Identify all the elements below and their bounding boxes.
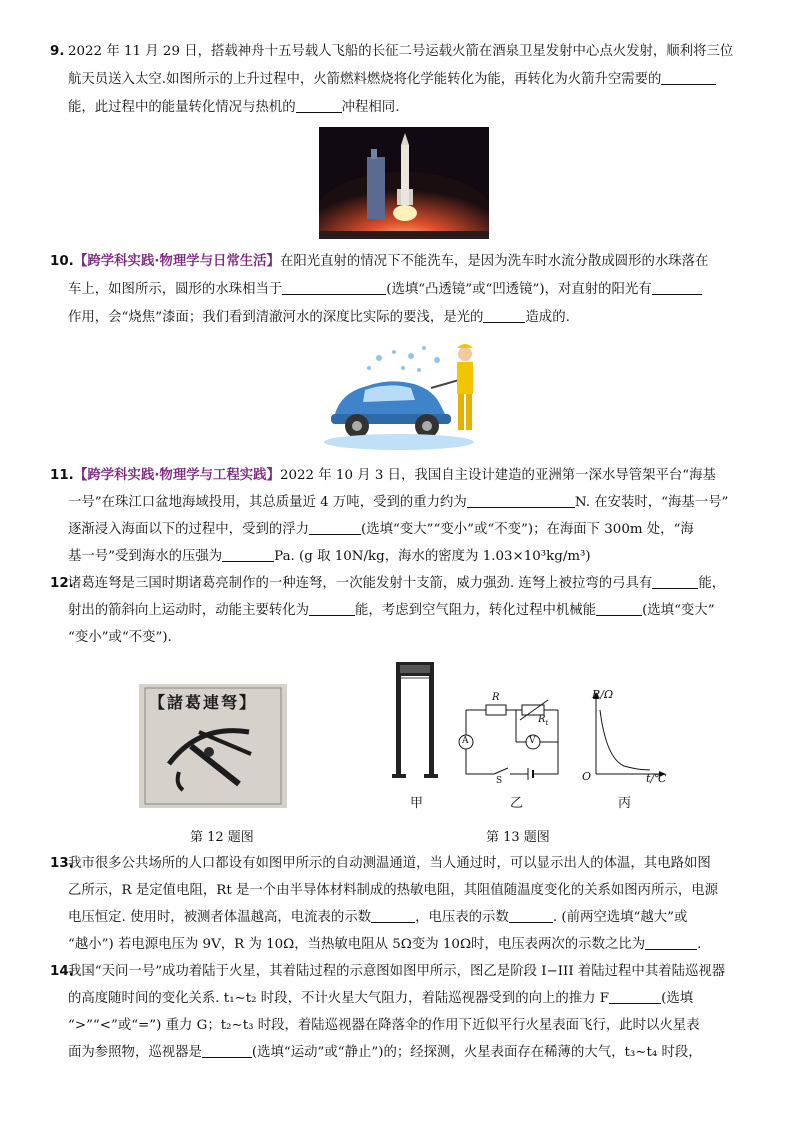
figure-13-caption: 第 13 题图 — [486, 830, 550, 845]
answer-blank[interactable] — [509, 908, 553, 923]
answer-blank[interactable] — [652, 574, 698, 589]
q9-line-3-end: 冲程相同. — [341, 100, 400, 115]
answer-blank[interactable] — [645, 935, 697, 950]
thermistor-label — [538, 714, 548, 727]
q10-line-3-end: 造成的. — [525, 310, 570, 325]
q11-number: 11. — [50, 468, 74, 483]
q11-topic-tag: 【跨学科实践·物理学与工程实践】 — [74, 468, 280, 483]
q12-line-2 — [68, 601, 715, 621]
answer-blank[interactable] — [652, 280, 702, 295]
q14-line-2 — [68, 989, 693, 1009]
answer-blank[interactable] — [467, 493, 575, 508]
x-axis-label: t/℃ — [646, 772, 667, 785]
q10-line-2 — [68, 280, 702, 300]
figure-12-caption: 第 12 题图 — [190, 830, 254, 845]
q10-line-2-mid: (选填“凸透镜”或“凹透镜”)，对直射的阳光有 — [386, 282, 652, 297]
label-jia: 甲 — [410, 796, 424, 811]
q10-line-1-text: 在阳光直射的情况下不能洗车，是因为洗车时水流分散成圆形的水珠落在 — [279, 254, 709, 269]
answer-blank[interactable] — [483, 308, 525, 323]
resistance-temperature-graph — [576, 688, 668, 790]
q11-line-4 — [68, 547, 591, 567]
q11-line-1-text: 2022 年 10 月 3 日，我国自主设计建造的亚洲第一深水导管架平台“海基 — [279, 468, 716, 483]
q10-line-3-text: 作用，会“烧焦”漆面；我们看到清澈河水的深度比实际的要浅，是光的 — [68, 310, 484, 325]
answer-blank[interactable] — [309, 601, 355, 616]
q11-line-3 — [68, 520, 694, 540]
q14-line-4 — [68, 1043, 702, 1063]
q13-line-3-mid: ，电压表的示数 — [415, 910, 509, 925]
q9-line-2 — [68, 70, 716, 90]
answer-blank[interactable] — [609, 989, 661, 1004]
q14-line-2-end: (选填 — [661, 991, 694, 1006]
q13-line-3 — [68, 908, 687, 928]
q10-topic-tag: 【跨学科实践·物理学与日常生活】 — [74, 254, 280, 269]
q9-number: 9. — [50, 44, 65, 59]
q9-line-2-text: 航天员送入太空.如图所示的上升过程中，火箭燃料燃烧将化学能转化为能，再转化为火箭升空需要的 — [68, 72, 662, 87]
q14-line-4-text: 面为参照物，巡视器是 — [68, 1045, 202, 1060]
q12-number: 12. — [50, 576, 74, 591]
label-bing: 丙 — [618, 796, 632, 811]
q13-line-4-text: “越小”) 若电源电压为 9V，R 为 10Ω，当热敏电阻从 5Ω变为 10Ω时，电压表两次的示数之比为 — [68, 937, 646, 952]
q11-line-3-end: (选填“变大”“变小”或“不变”)；在海面下 300m 处，“海 — [361, 522, 694, 537]
q11-line-2-text: 一号”在珠江口盆地海域投用，其总质量近 4 万吨，受到的重力约为 — [68, 495, 467, 510]
crossbow-photo-title: 【諸葛連弩】 — [149, 693, 258, 712]
q13-line-4 — [68, 935, 701, 955]
q10-line-1 — [74, 252, 708, 272]
y-axis-label: R/Ω — [592, 688, 614, 701]
car-wash-illustration — [319, 338, 489, 454]
q12-line-1-text: 诸葛连弩是三国时期诸葛亮制作的一种连弩，一次能发射十支箭，威力强劲. 连弩上被拉弯的弓具有 — [68, 576, 653, 591]
q13-line-3-text: 电压恒定. 使用时，被测者体温越高，电流表的示数 — [68, 910, 372, 925]
q12-line-3: “变小”或“不变”). — [68, 630, 172, 645]
answer-blank[interactable] — [222, 547, 274, 562]
q9-line-1: 2022 年 11 月 29 日，搭载神舟十五号载人飞船的长征二号运载火箭在酒泉卫星发射中心点火发射，顺利将三位 — [68, 44, 734, 59]
q9-line-3 — [68, 98, 399, 118]
answer-blank[interactable] — [661, 70, 716, 85]
circuit-diagram — [456, 690, 568, 790]
q12-line-2-end: (选填“变大” — [642, 603, 715, 618]
answer-blank[interactable] — [309, 520, 361, 535]
q13-number: 13. — [50, 856, 74, 871]
answer-blank[interactable] — [202, 1043, 252, 1058]
crossbow-photo — [139, 684, 287, 808]
q12-line-1-end: 能， — [698, 576, 726, 591]
rocket-launch-photo — [319, 127, 489, 239]
q13-line-2: 乙所示，R 是定值电阻，Rt 是一个由半导体材料制成的热敏电阻，其阻值随温度变化的关系如图丙所示，电源 — [68, 883, 719, 898]
thermometer-gate-figure — [386, 658, 444, 788]
q11-line-3-text: 逐渐浸入海面以下的过程中，受到的浮力 — [68, 522, 310, 537]
q12-line-2-mid: 能，考虑到空气阻力，转化过程中机械能 — [355, 603, 597, 618]
q10-line-2-text: 车上，如图所示，圆形的水珠相当于 — [68, 282, 283, 297]
answer-blank[interactable] — [296, 98, 342, 113]
answer-blank[interactable] — [596, 601, 642, 616]
q10-line-3 — [68, 308, 570, 328]
q13-line-3-end: . (前两空选填“越大”或 — [552, 910, 688, 925]
voltmeter-label: V — [529, 736, 536, 746]
q11-line-2-end: N. 在安装时，“海基一号” — [574, 495, 729, 510]
q14-line-4-end: (选填“运动”或“静止”)的；经探测，火星表面存在稀薄的大气，t₃∼t₄ 时段， — [251, 1045, 702, 1060]
thermistor-label-main: R — [538, 714, 546, 725]
q10-number: 10. — [50, 254, 74, 269]
q14-number: 14. — [50, 964, 74, 979]
q13-line-4-end: . — [697, 937, 702, 952]
resistor-r-label: R — [492, 692, 500, 703]
switch-label: S — [496, 776, 503, 786]
q14-line-3: “>”“<”或“=”) 重力 G；t₂∼t₃ 时段，着陆巡视器在降落伞的作用下近似平行火星表面飞行，此时以火星表 — [68, 1018, 700, 1033]
q12-line-2-text: 射出的箭斜向上运动时，动能主要转化为 — [68, 603, 310, 618]
label-yi: 乙 — [510, 796, 524, 811]
q11-line-1 — [74, 466, 716, 486]
q11-line-2 — [68, 493, 728, 513]
origin-label: O — [582, 770, 592, 783]
q14-line-2-text: 的高度随时间的变化关系. t₁∼t₂ 时段，不计火星大气阻力，着陆巡视器受到的向上的推力 F — [68, 991, 610, 1006]
answer-blank[interactable] — [371, 908, 415, 923]
ammeter-label: A — [462, 736, 469, 746]
thermistor-label-sub: t — [545, 719, 549, 727]
answer-blank[interactable] — [282, 280, 386, 295]
q13-line-1: 我市很多公共场所的人口都设有如图甲所示的自动测温通道，当人通过时，可以显示出人的体温，其电路如图 — [68, 856, 711, 871]
q12-line-1 — [68, 574, 725, 594]
q9-line-3-text: 能，此过程中的能量转化情况与热机的 — [68, 100, 296, 115]
q14-line-1: 我国“天问一号”成功着陆于火星，其着陆过程的示意图如图甲所示，图乙是阶段 I−III 着陆过程中其着陆巡视器 — [68, 964, 726, 979]
q11-line-4-end: Pa. (g 取 10N/kg，海水的密度为 1.03×10³kg/m³) — [274, 549, 591, 564]
q11-line-4-text: 基一号”受到海水的压强为 — [68, 549, 223, 564]
